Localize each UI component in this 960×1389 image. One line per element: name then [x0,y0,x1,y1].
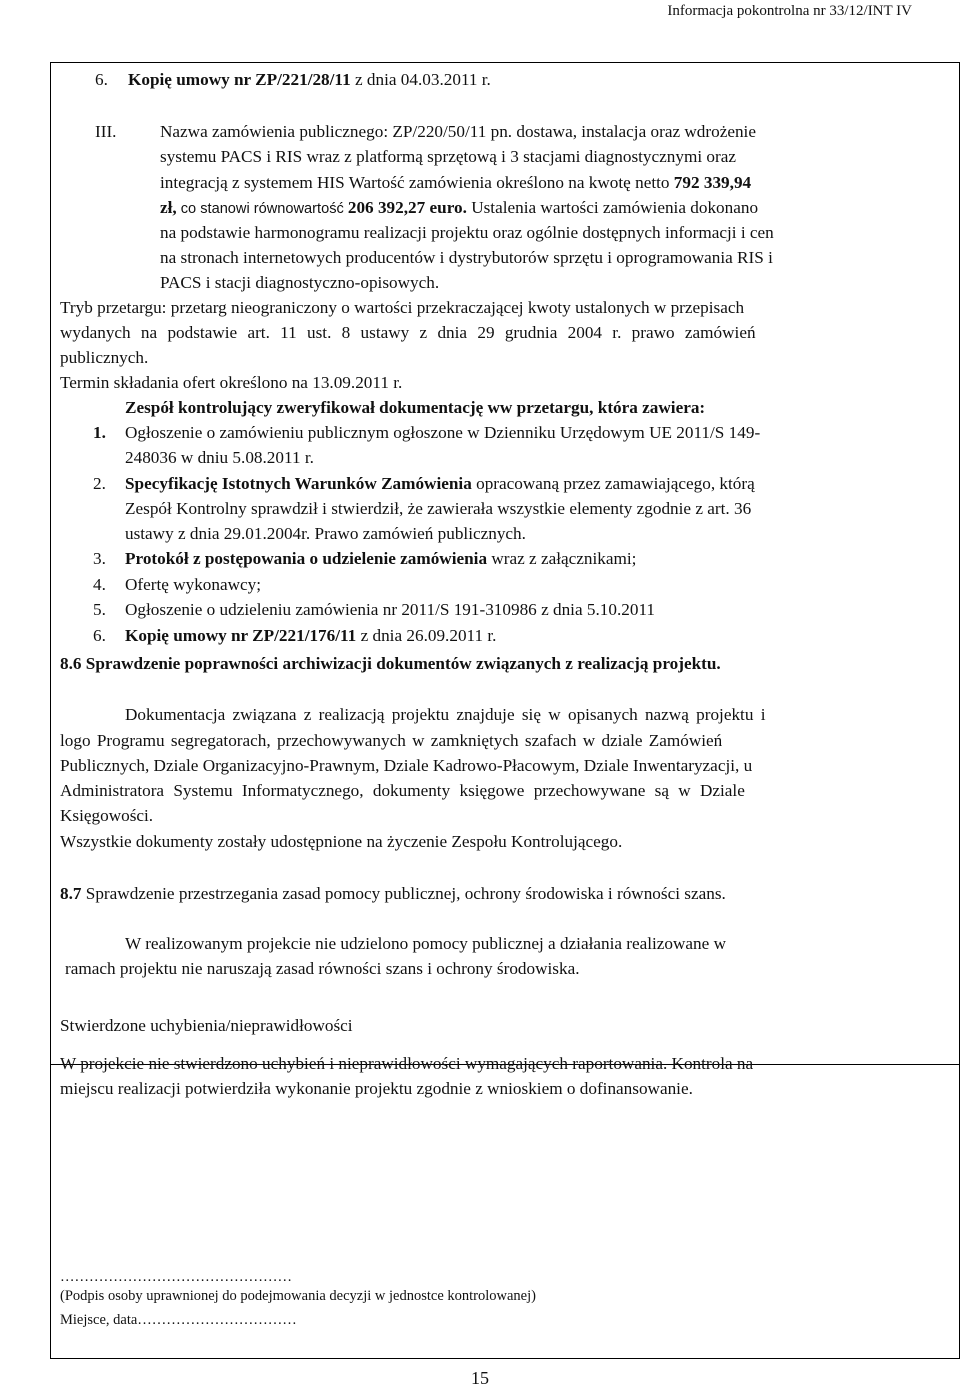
tryb-line1: Tryb przetargu: przetarg nieograniczony o wartości przekraczającej kwoty ustalonych w przepisach [60,298,745,317]
list-number-1: 1. [93,423,106,442]
list-number-2: 2. [93,474,106,493]
s86-para-line6: Wszystkie dokumenty zostały udostępnione na życzenie Zespołu Kontrolującego. [60,832,623,851]
section3-line7: PACS i stacji diagnostyczno-opisowych. [160,273,440,292]
s87-para-line1: W realizowanym projekcie nie udzielono pomocy publicznej a działania realizowane w [125,934,726,953]
list-number-5: 5. [93,600,106,619]
place-date: Miejsce, data…………………………… [60,1312,297,1328]
findings-line2: miejscu realizacji potwierdziła wykonanie projektu zgodnie z wnioskiem o dofinansowanie. [60,1079,693,1098]
list-item-2-line3: ustawy z dnia 29.01.2004r. Prawo zamówień publicznych. [125,524,526,543]
section3-line2: systemu PACS i RIS wraz z platformą sprzętową i 3 stacjami diagnostycznymi oraz [160,147,736,166]
list-item-5: Ogłoszenie o udzieleniu zamówienia nr 2011/S 191-310986 z dnia 5.10.2011 [125,600,655,619]
termin-line: Termin składania ofert określono na 13.09.2011 r. [60,373,403,392]
section-number: III. [95,122,117,141]
tryb-line2: wydanych na podstawie art. 11 ust. 8 ustawy z dnia 29 grudnia 2004 r. prawo zamówień [60,323,756,342]
top-item-text: Kopię umowy nr ZP/221/28/11 z dnia 04.03.2011 r. [128,70,491,89]
section3-line5: na podstawie harmonogramu realizacji projektu oraz ogólnie dostępnych informacji i cen [160,223,774,242]
list-number-4: 4. [93,575,106,594]
section-8-6-heading: 8.6 Sprawdzenie poprawności archiwizacji dokumentów związanych z realizacją projektu. [60,654,721,673]
section3-line4: zł, co stanowi równowartość 206 392,27 euro. Ustalenia wartości zamówienia dokonano [160,198,759,217]
signature-caption: (Podpis osoby uprawnionej do podejmowania decyzji w jednostce kontrolowanej) [60,1288,536,1304]
s86-para-line5: Księgowości. [60,806,154,825]
findings-line1: W projekcie nie stwierdzono uchybień i nieprawidłowości wymagających raportowania. Kontrola na [60,1054,754,1073]
s87-para-line2: ramach projektu nie naruszają zasad równości szans i ochrony środowiska. [65,959,580,978]
list-item-6: Kopię umowy nr ZP/221/176/11 z dnia 26.09.2011 r. [125,626,497,645]
list-item-2-line1: Specyfikację Istotnych Warunków Zamówienia opracowaną przez zamawiającego, którą [125,474,755,493]
list-item-4: Ofertę wykonawcy; [125,575,262,594]
section3-line6: na stronach internetowych producentów i dystrybutorów sprzętu i oprogramowania RIS i [160,248,773,267]
s86-para-line3: Publicznych, Dziale Organizacyjno-Prawnym, Dziale Kadrowo-Płacowym, Dziale Inwentaryzacji, u [60,756,753,775]
section-8-7-heading: 8.7 Sprawdzenie przestrzegania zasad pomocy publicznej, ochrony środowiska i równości szans. [60,884,726,903]
s86-para-line2: logo Programu segregatorach, przechowywanych w zamkniętych szafach w dziale Zamówień [60,731,723,750]
list-number-3: 3. [93,549,106,568]
page-number: 15 [471,1368,489,1388]
zespol-heading: Zespół kontrolujący zweryfikował dokumentację ww przetargu, która zawiera: [125,398,706,417]
page-header: Informacja pokontrolna nr 33/12/INT IV [667,3,912,19]
section3-line3: integracją z systemem HIS Wartość zamówienia określono na kwotę netto 792 339,94 [160,173,752,192]
signature-dots: ………………………………………… [60,1269,292,1285]
frame-top-line [51,62,959,63]
item-number: 6. [95,70,108,89]
list-item-3: Protokół z postępowania o udzielenie zamówienia wraz z załącznikami; [125,549,637,568]
list-item-1-line2: 248036 w dniu 5.08.2011 r. [125,448,314,467]
list-number-6: 6. [93,626,106,645]
list-item-2-line2: Zespół Kontrolny sprawdził i stwierdził, że zawierała wszystkie elementy zgodnie z art. 36 [125,499,752,518]
s86-para-line1: Dokumentacja związana z realizacją projektu znajduje się w opisanych nazwą projektu i [125,705,766,724]
findings-title: Stwierdzone uchybienia/nieprawidłowości [60,1016,353,1035]
list-item-1-line1: Ogłoszenie o zamówieniu publicznym ogłoszone w Dzienniku Urzędowym UE 2011/S 149- [125,423,761,442]
s86-para-line4: Administratora Systemu Informatycznego, dokumenty księgowe przechowywane są w Dziale [60,781,745,800]
tryb-line3: publicznych. [60,348,149,367]
section3-line1: Nazwa zamówienia publicznego: ZP/220/50/11 pn. dostawa, instalacja oraz wdrożenie [160,122,756,141]
